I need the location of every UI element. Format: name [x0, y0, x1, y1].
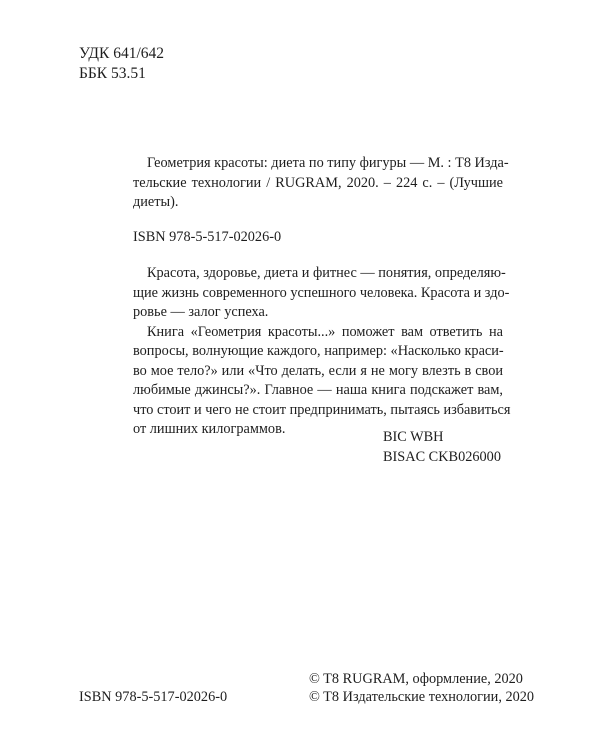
- biblio-line: тельские технологии / RUGRAM, 2020. – 224 с. – (Лучшие: [133, 174, 503, 191]
- bic-code: BIC WBH: [383, 429, 444, 445]
- abstract-line: Красота, здоровье, диета и фитнес — понятия, определяю-: [147, 265, 506, 281]
- abstract-line: Книга «Геометрия красоты...» поможет вам ответить на: [147, 323, 503, 340]
- copyright-line: © T8 RUGRAM, оформление, 2020: [309, 671, 523, 687]
- isbn-record: ISBN 978-5-517-02026-0: [133, 229, 282, 245]
- book-abstract: [133, 264, 511, 440]
- abstract-line: ровье — залог успеха.: [133, 304, 269, 320]
- isbn-footer: ISBN 978-5-517-02026-0: [79, 689, 228, 705]
- udk-code: УДК 641/642: [79, 45, 165, 62]
- classification-codes: [79, 44, 164, 84]
- bisac-code: BISAC CKB026000: [383, 448, 501, 465]
- bibliographic-record: [133, 154, 509, 213]
- abstract-line: во мое тело?» или «Что делать, если я не могу влезть в свои: [133, 362, 503, 379]
- abstract-line: любимые джинсы?». Главное — наша книга подскажет вам,: [133, 382, 503, 398]
- abstract-line: вопросы, волнующие каждого, например: «Насколько краси-: [133, 343, 504, 359]
- biblio-line: Геометрия красоты: диета по типу фигуры — М. : T8 Изда-: [147, 155, 509, 171]
- copyright-line: © T8 Издательские технологии, 2020: [309, 689, 535, 705]
- subject-codes: [383, 428, 501, 467]
- bbk-code: ББК 53.51: [79, 65, 146, 82]
- abstract-line: щие жизнь современного успешного человека. Красота и здо-: [133, 284, 510, 301]
- biblio-line: диеты).: [133, 194, 179, 210]
- copyright-notice: [309, 670, 534, 706]
- abstract-line: от лишних килограммов.: [133, 421, 286, 437]
- abstract-line: что стоит и чего не стоит предпринимать, пытаясь избавиться: [133, 401, 511, 418]
